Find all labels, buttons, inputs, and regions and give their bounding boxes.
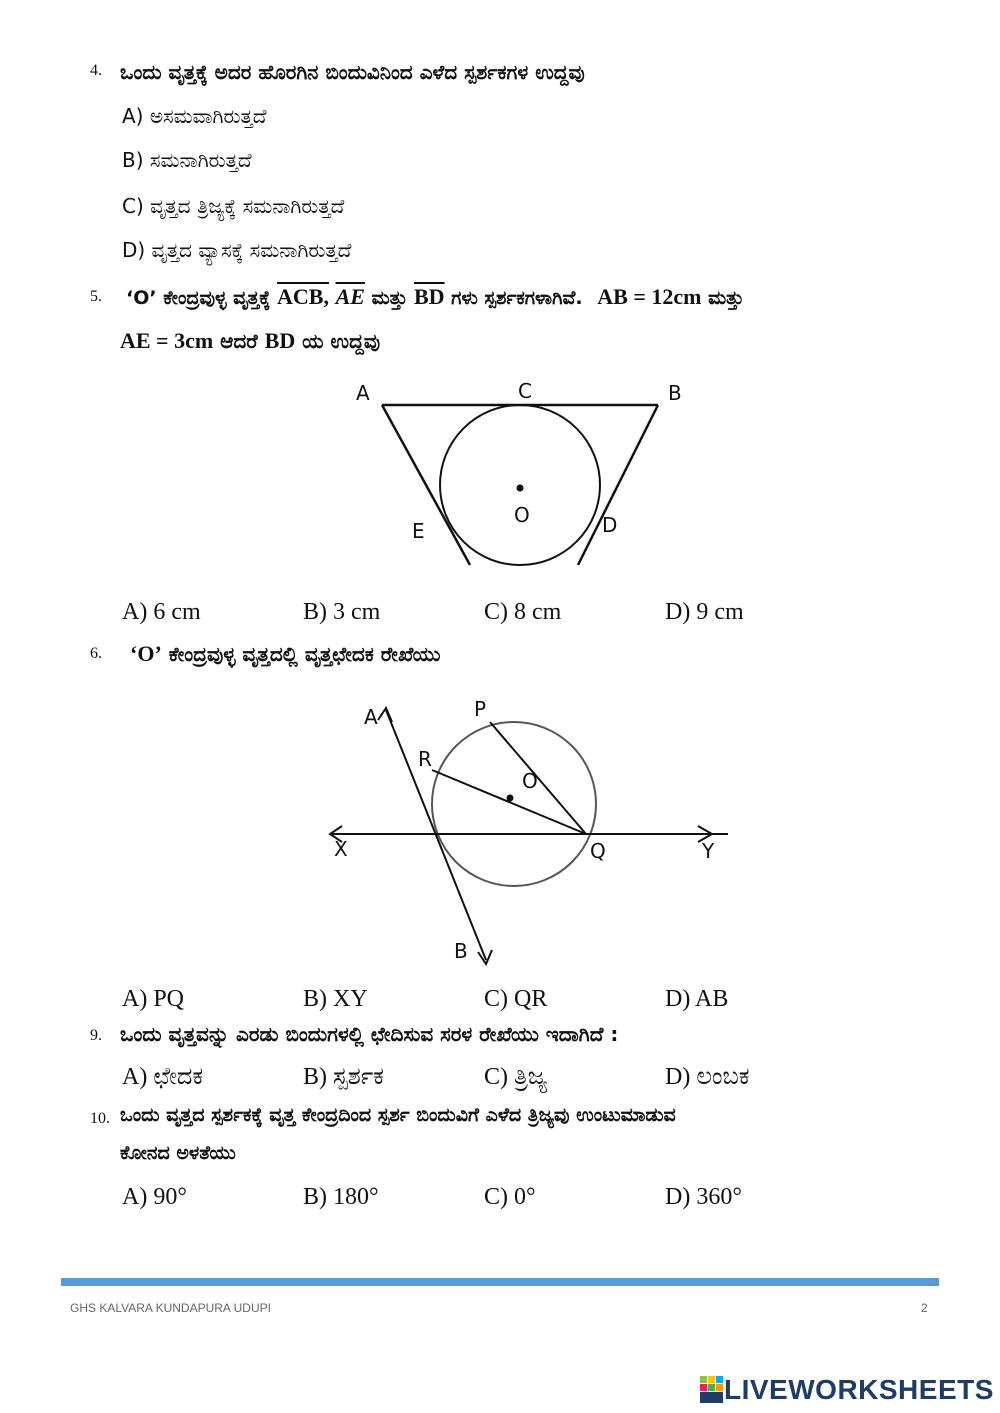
liveworksheets-logo-icon xyxy=(700,1376,724,1404)
label-r: R xyxy=(418,747,432,771)
text-segment: ಮತ್ತು xyxy=(708,287,744,309)
option-b: B) 3 cm xyxy=(303,599,381,625)
label-x: X xyxy=(334,837,348,861)
text-segment: ಕೇಂದ್ರವುಳ್ಳ ವೃತ್ತಕ್ಕೆ xyxy=(163,287,271,309)
chord-pq xyxy=(490,722,586,834)
question-number: 10. xyxy=(90,1110,110,1127)
question-text-line1 xyxy=(126,284,744,310)
footer-divider xyxy=(61,1278,939,1286)
segment-bd: $\overline{BD}$ xyxy=(413,284,445,309)
center-point xyxy=(517,485,524,492)
label-o: O xyxy=(522,769,538,793)
question-text: ಒಂದು ವೃತ್ತಕ್ಕೆ ಅದರ ಹೊರಗಿನ ಬಿಂದುವಿನಿಂದ ಎಳೆದ ಸ್ಪರ್ಶಕಗಳ ಉದ್ದವು xyxy=(120,60,585,84)
text-segment: ಆದರೆ xyxy=(220,329,258,353)
tangent-ae xyxy=(382,405,470,565)
option-d: D) 360° xyxy=(665,1184,742,1210)
option-a: A) 6 cm xyxy=(122,599,201,625)
text-segment: ಗಳು ಸ್ಪರ್ಶಕಗಳಾಗಿವೆ. xyxy=(451,287,583,309)
option-a: A) ಅಸಮವಾಗಿರುತ್ತದೆ xyxy=(122,104,267,128)
tangent-bd xyxy=(578,405,658,565)
question-number: 9. xyxy=(90,1027,102,1044)
option-d: D) ಲಂಬಕ xyxy=(665,1064,750,1090)
option-a-label: A) ಛೇದಕ xyxy=(122,1064,204,1090)
text-segment: ಕೇಂದ್ರವುಳ್ಳ ವೃತ್ತದಲ್ಲಿ ವೃತ್ತಛೇದಕ ರೇಖೆಯು xyxy=(168,642,441,666)
option-d: D) AB xyxy=(665,986,729,1012)
footer-school: GHS KALVARA KUNDAPURA UDUPI xyxy=(70,1301,271,1315)
label-q: Q xyxy=(590,839,606,863)
option-d: D) 9 cm xyxy=(665,599,744,625)
text-segment: ಮತ್ತು xyxy=(371,287,408,309)
option-c: C) 8 cm xyxy=(484,599,562,625)
option-b: B) 180° xyxy=(303,1184,379,1210)
segment-ae: $\overline{AE}$ xyxy=(335,284,365,309)
center-o: ‘O’ xyxy=(130,641,162,666)
center-point xyxy=(507,795,514,802)
center-o: ‘O’ xyxy=(126,287,157,309)
question-number: 4. xyxy=(90,62,102,79)
chord-rq xyxy=(432,770,586,834)
question-number: 6. xyxy=(90,645,102,662)
option-c: C) ತ್ರಿಜ್ಯ xyxy=(484,1064,548,1090)
label-a: A xyxy=(356,381,370,405)
label-a: A xyxy=(364,705,378,729)
label-o: O xyxy=(514,503,530,527)
ae-value: AE = 3cm xyxy=(120,328,214,353)
question-text-line2: ಕೋನದ ಅಳತೆಯು xyxy=(120,1142,236,1164)
label-d: D xyxy=(602,513,618,537)
option-c: C) 0° xyxy=(484,1184,536,1210)
option-b: B) ಸ್ಪರ್ಶಕ xyxy=(303,1064,384,1090)
option-a xyxy=(122,1064,203,1091)
tangent-circle-figure xyxy=(340,370,720,580)
secant-circle-figure xyxy=(320,690,740,980)
label-y: Y xyxy=(702,839,715,863)
option-d: D) ವೃತ್ತದ ವ್ಯಾಸಕ್ಕೆ ಸಮನಾಗಿರುತ್ತದೆ xyxy=(122,238,352,262)
question-text: ಒಂದು ವೃತ್ತವನ್ನು ಎರಡು ಬಿಂದುಗಳಲ್ಲಿ ಛೇದಿಸುವ ಸರಳ ರೇಖೆಯು ಇದಾಗಿದೆ : xyxy=(120,1022,619,1046)
option-a: A) PQ xyxy=(122,986,185,1012)
question-number: 5. xyxy=(90,288,102,305)
segment-bd-label: BD xyxy=(264,328,296,353)
question-text xyxy=(130,641,440,667)
label-b: B xyxy=(668,381,682,405)
label-e: E xyxy=(412,519,425,543)
option-c: C) QR xyxy=(484,986,548,1012)
option-b: B) ಸಮನಾಗಿರುತ್ತದೆ xyxy=(122,148,252,172)
label-c: C xyxy=(518,379,532,403)
ab-value: AB = 12cm xyxy=(597,284,702,309)
label-b: B xyxy=(454,939,468,963)
label-p: P xyxy=(474,697,487,721)
option-c: C) ವೃತ್ತದ ತ್ರಿಜ್ಯಕ್ಕೆ ಸಮನಾಗಿರುತ್ತದೆ xyxy=(122,194,345,218)
question-text-line1: ಒಂದು ವೃತ್ತದ ಸ್ಪರ್ಶಕಕ್ಕೆ ವೃತ್ತ ಕೇಂದ್ರದಿಂದ ಸ್ಪರ್ಶ ಬಿಂದುವಿಗೆ ಎಳೆದ ತ್ರಿಜ್ಯವು ಉಂಟುಮಾಡುವ xyxy=(120,1104,676,1126)
segment-acb: ACB, xyxy=(277,284,329,309)
page-number: 2 xyxy=(921,1301,928,1315)
option-b: B) XY xyxy=(303,986,368,1012)
option-a: A) 90° xyxy=(122,1184,187,1210)
liveworksheets-brand[interactable]: LIVEWORKSHEETS xyxy=(724,1374,994,1405)
text-segment: ಯ ಉದ್ದವು xyxy=(302,329,381,353)
question-text-line2 xyxy=(120,328,380,354)
